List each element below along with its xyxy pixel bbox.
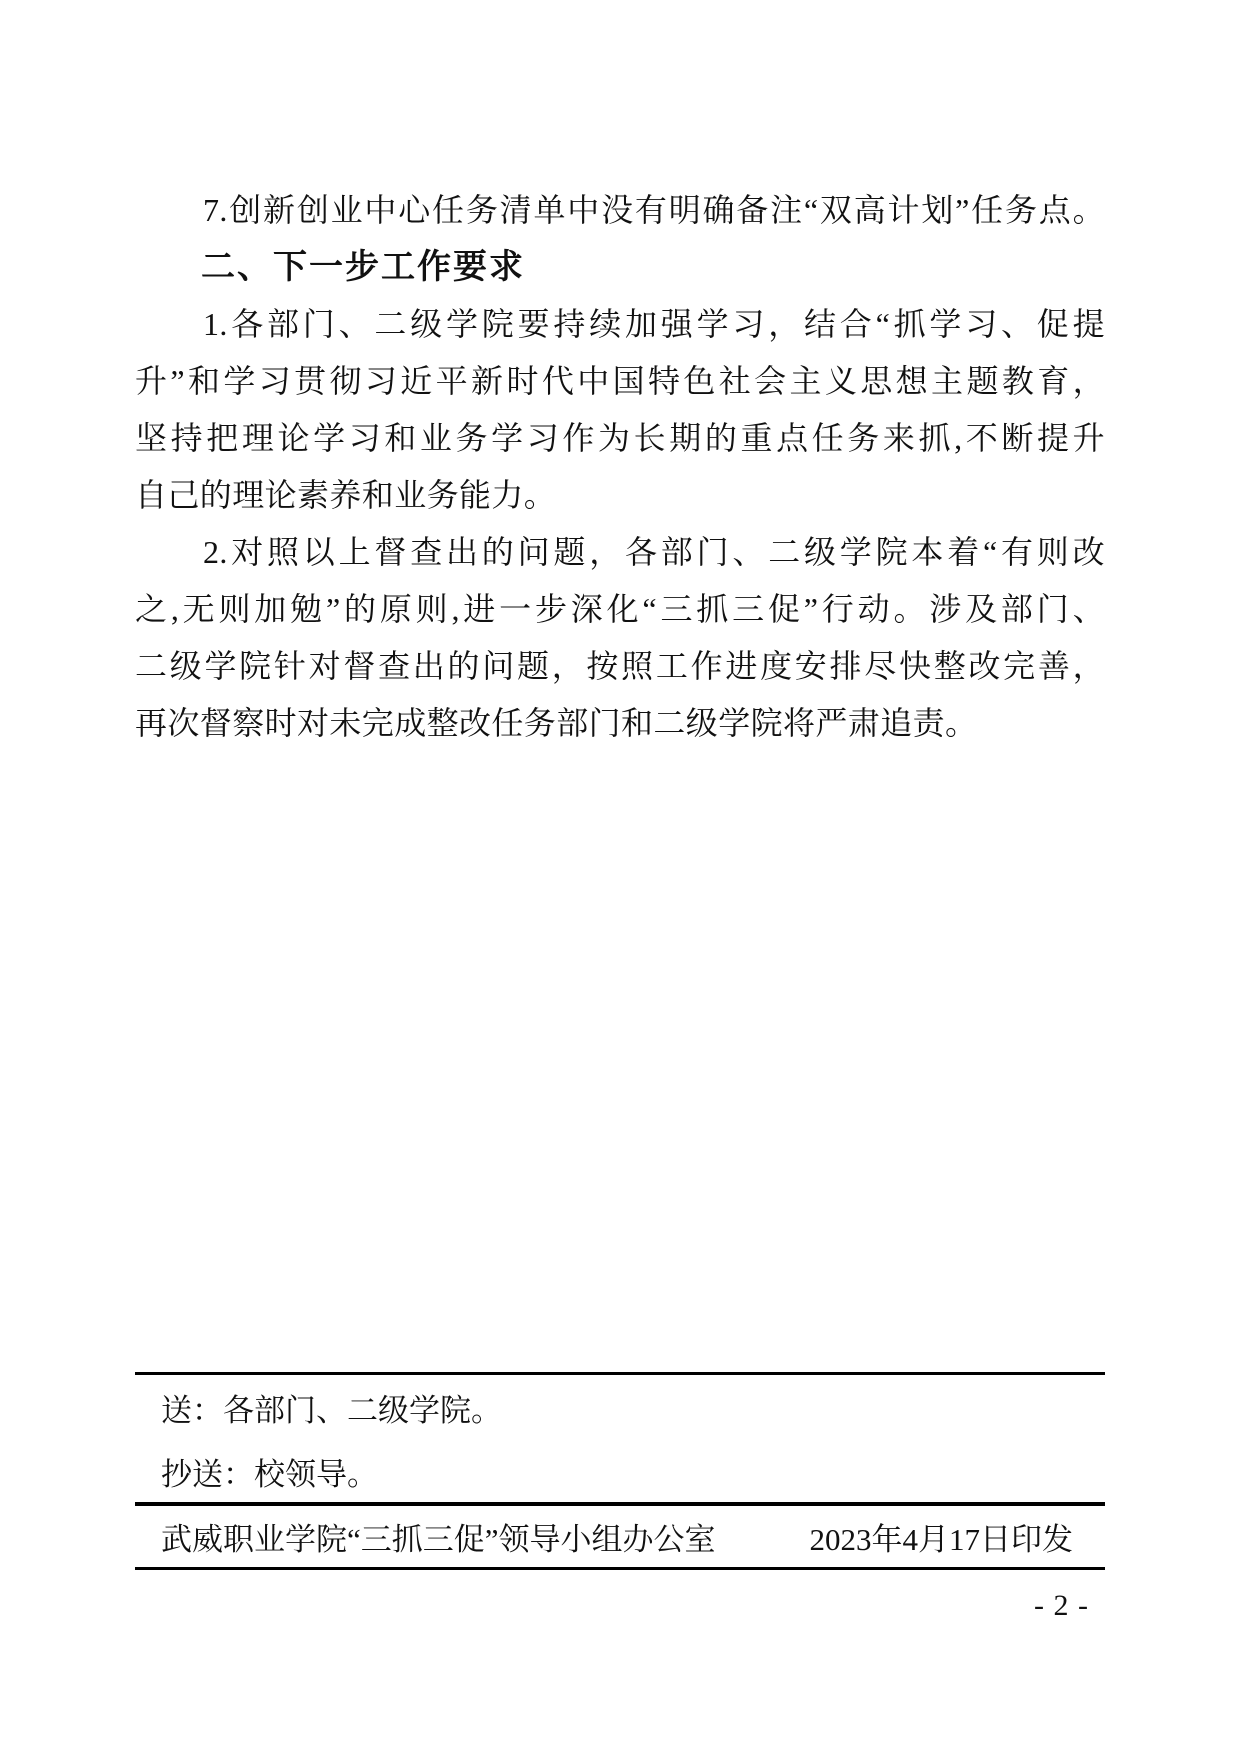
text-line: 之,无则加勉”的原则,进一步深化“三抓三促”行动。涉及部门、	[135, 591, 1105, 627]
text-line: 1.各部门、二级学院要持续加强学习，结合“抓学习、促提	[203, 306, 1105, 342]
paragraph-2	[135, 524, 1105, 752]
issuer-name: 武威职业学院“三抓三促”领导小组办公室	[161, 1522, 716, 1557]
issue-date: 2023年4月17日印发	[809, 1522, 1073, 1557]
paragraph-1	[135, 296, 1105, 524]
text-line: 再次督察时对未完成整改任务部门和二级学院将严肃追责。	[135, 705, 978, 741]
list-item-7	[135, 182, 1105, 239]
issuer-row	[135, 1506, 1105, 1567]
cc-label: 抄送：校领导。	[161, 1456, 378, 1492]
text-line: 7.创新创业中心任务清单中没有明确备注“双高计划”任务点。	[203, 192, 1105, 228]
text-line: 坚持把理论学习和业务学习作为长期的重点任务来抓,不断提升	[135, 420, 1105, 456]
text-line: 升”和学习贯彻习近平新时代中国特色社会主义思想主题教育，	[135, 363, 1105, 399]
footer-bottom-rule	[135, 1567, 1105, 1570]
recipients-row	[135, 1375, 1105, 1440]
text-line: 自己的理论素养和业务能力。	[135, 477, 557, 513]
text-line: 2.对照以上督查出的问题，各部门、二级学院本着“有则改	[203, 534, 1105, 570]
cc-row	[135, 1440, 1105, 1502]
page-number: - 2 -	[1034, 1589, 1089, 1622]
section-heading: 二、下一步工作要求	[201, 248, 525, 286]
document-body	[135, 182, 1105, 752]
recipients-label: 送：各部门、二级学院。	[161, 1393, 502, 1428]
text-line: 二级学院针对督查出的问题，按照工作进度安排尽快整改完善，	[135, 648, 1105, 684]
document-footer	[135, 1372, 1105, 1626]
